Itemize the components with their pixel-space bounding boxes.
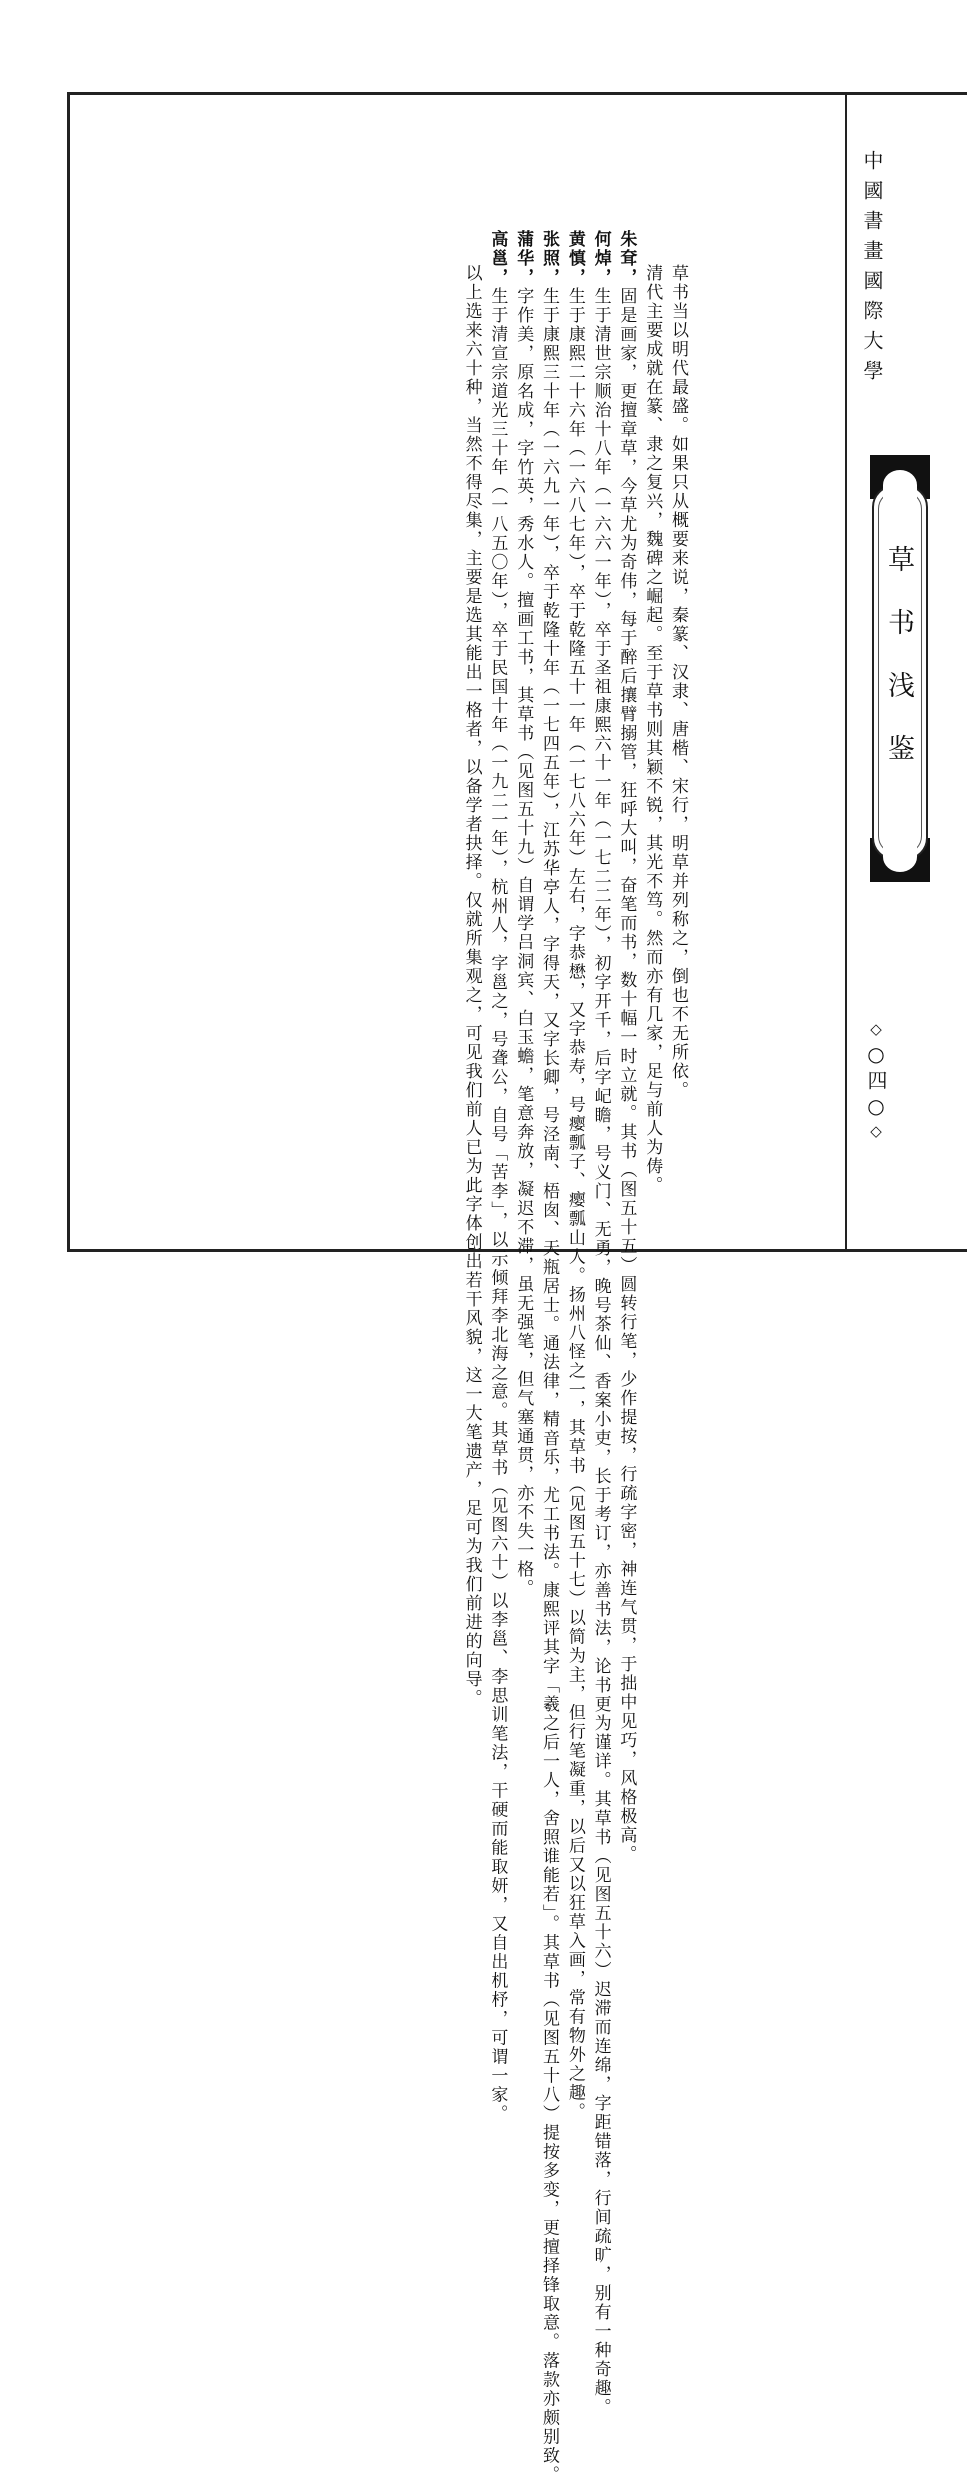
paragraph-8-text: 生于清宣宗道光三十年（一八五〇年），卒于民国十年（一九二一年），杭州人，字邕之，号聋公，自号「苦李」，以示倾拜李北海之意。其草书（见图六十）以李邕、李思训笔法，干硬而能取妍，又自出机杼，可谓一家。 [487,287,508,2124]
paragraph-4-head: 何焯， [590,230,611,287]
paragraph-7-head: 蒲华， [513,230,534,287]
title-notch-top [883,470,917,500]
paragraph-6 [535,230,561,2485]
paragraph-8 [484,230,510,2124]
paragraph-7-text: 字作美，原名成，字竹英，秀水人。擅画工书，其草书（见图五十九）自谓学吕洞宾、白玉蟾，笔意奔放，凝迟不滞，虽无强笔，但气塞通贯，亦不失一格。 [513,287,534,1598]
paragraph-7 [509,230,535,1598]
margin-divider [845,95,847,1249]
page-number [862,1020,891,1144]
paragraph-4 [587,230,613,2417]
paragraph-6-head: 张照， [539,230,560,287]
diamond-icon: ◇ [867,1020,885,1042]
paragraph-9: 以上选来六十种，当然不得尽集，主要是选其能出一格者，以备学者抉择。仅就所集观之，可见我们前人已为此字体创出若干风貌，这一大笔遗产，足可为我们前进的向导。 [461,264,482,1708]
diamond-icon: ◇ [867,1122,885,1144]
body-text [220,230,690,2485]
book-title: 草书浅鉴 [883,545,914,797]
paragraph-1: 草书当以明代最盛。如果只从概要来说，秦篆、汉隶、唐楷、宋行，明草并列称之，倒也不无所依。 [668,264,688,1100]
paragraph-8-head: 高邕， [487,230,508,287]
paragraph-3-head: 朱耷， [616,230,637,287]
paragraph-2: 清代主要成就在篆、隶之复兴，魏碑之崛起。至于草书则其颖不锐，其光不笃。然而亦有几家，足与前人为俦。 [642,264,663,1195]
title-notch-bottom [883,842,917,872]
paragraph-5 [561,230,587,2122]
paragraph-3 [613,230,639,1864]
paragraph-5-text: 生于康熙二十六年（一六八七年），卒于乾隆五十一年（一七八六年）左右，字恭懋，又字恭寿，号瘿瓢子、瘿瓢山人。扬州八怪之一，其草书（见图五十七）以简为主，但行笔凝重，以后又以狂草入画，常有物外之趣。 [564,287,585,2122]
paragraph-4-text: 生于清世宗顺治十八年（一六六一年），卒于圣祖康熙六十一年（一七二二年），初字开千，后字屺瞻，号义门、无勇，晚号茶仙、香案小吏，长于考订，亦善书法，论书更为谨详。其草书（见图五十六）迟滞而连绵，字距错落，行间疏旷，别有一种奇趣。 [590,287,611,2417]
school-name: 中國書畫國際大學 [860,150,884,390]
page-number-text: ○四○ [864,1042,888,1122]
paragraph-6-text: 生于康熙三十年（一六九一年），卒于乾隆十年（一七四五年），江苏华亭人，字得天，又字长卿，号泾南、梧囱、天瓶居士。通法律，精音乐，尤工书法。康熙评其字「羲之后一人，舍照谁能若」。其草书（见图五十八）提按多变，更擅择锋取意。落款亦颇别致。 [539,287,560,2485]
paragraph-5-head: 黄慎， [564,230,585,287]
paragraph-3-text: 固是画家，更擅章草，今草尤为奇伟，每于醉后攘臂搦管，狂呼大叫，奋笔而书，数十幅一时立就。其书（图五十五）圆转行笔，少作提按，行疏字密，神连气贯，于拙中见巧，风格极高。 [616,287,637,1864]
